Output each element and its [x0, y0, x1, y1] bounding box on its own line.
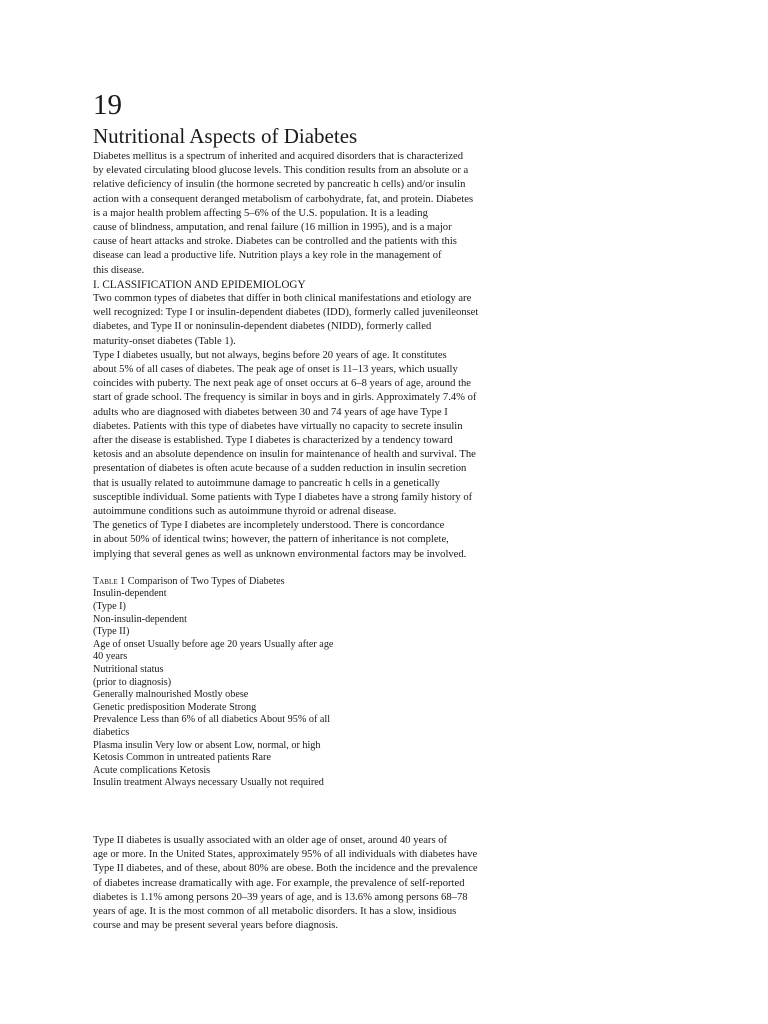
table-line: Ketosis Common in untreated patients Rare [93, 752, 271, 764]
table-caption-text: 1 Comparison of Two Types of Diabetes [117, 575, 285, 587]
text-line: of diabetes increase dramatically with age. For example, the prevalence of self-reported [93, 877, 465, 889]
table-line: Prevalence Less than 6% of all diabetics About 95% of all [93, 714, 331, 726]
type2-paragraph [93, 834, 593, 933]
text-line: well recognized: Type I or insulin-dependent diabetes (IDD), formerly called juvenileonset [93, 307, 479, 319]
text-line: after the disease is established. Type I diabetes is characterized by a tendency toward [93, 435, 453, 447]
text-line: maturity-onset diabetes (Table 1). [93, 335, 236, 347]
text-line: ketosis and an absolute dependence on insulin for maintenance of health and survival. The [93, 449, 476, 461]
table-label: Table [93, 575, 118, 587]
table-caption [93, 576, 593, 589]
text-line: this disease. [93, 264, 145, 276]
text-line: course and may be present several years before diagnosis. [93, 920, 339, 932]
table-line: Non-insulin-dependent [93, 613, 187, 625]
text-line: Type I diabetes usually, but not always, begins before 20 years of age. It constitutes [93, 349, 447, 361]
text-line: disease can lead a productive life. Nutrition plays a key role in the management of [93, 250, 442, 262]
text-line: by elevated circulating blood glucose levels. This condition results from an absolute or a [93, 165, 469, 177]
genetics-paragraph [93, 519, 593, 562]
text-line: relative deficiency of insulin (the hormone secreted by pancreatic h cells) and/or insulin [93, 179, 466, 191]
text-line: cause of blindness, amputation, and renal failure (16 million in 1995), and is a major [93, 222, 452, 234]
text-line: age or more. In the United States, approximately 95% of all individuals with diabetes have [93, 849, 478, 861]
text-line: implying that several genes as well as unknown environmental factors may be involved. [93, 548, 467, 560]
table-line: Generally malnourished Mostly obese [93, 689, 249, 701]
text-line: presentation of diabetes is often acute because of a sudden reduction in insulin secretion [93, 463, 467, 475]
table-line: Genetic predisposition Moderate Strong [93, 701, 257, 713]
text-line: Type II diabetes, and of these, about 80% are obese. Both the incidence and the prevalence [93, 863, 478, 875]
text-line: coincides with puberty. The next peak age of onset occurs at 6–8 years of age, around the [93, 378, 472, 390]
text-line: start of grade school. The frequency is similar in boys and in girls. Approximately 7.4% of [93, 392, 477, 404]
table-line: Age of onset Usually before age 20 years Usually after age [93, 638, 334, 650]
table-line: Acute complications Ketosis [93, 764, 211, 776]
text-line: years of age. It is the most common of all metabolic disorders. It has a slow, insidious [93, 906, 457, 917]
text-line: about 5% of all cases of diabetes. The peak age of onset is 11–13 years, which usually [93, 364, 458, 376]
table-line: Insulin-dependent [93, 588, 167, 600]
classification-paragraph [93, 292, 593, 349]
text-line: diabetes, and Type II or noninsulin-dependent diabetes (NIDD), formerly called [93, 321, 432, 333]
table-line: (Type II) [93, 626, 130, 638]
text-line: that is usually related to autoimmune damage to pancreatic h cells in a genetically [93, 477, 440, 489]
text-line: Type II diabetes is usually associated with an older age of onset, around 40 years of [93, 834, 448, 846]
document-page [93, 88, 593, 933]
table-line: (Type I) [93, 601, 126, 613]
chapter-number: 19 [93, 89, 122, 121]
table-line: Insulin treatment Always necessary Usually not required [93, 777, 324, 789]
chapter-title: Nutritional Aspects of Diabetes [93, 124, 358, 148]
text-line: Diabetes mellitus is a spectrum of inherited and acquired disorders that is characterized [93, 151, 464, 162]
text-line: diabetes. Patients with this type of diabetes have virtually no capacity to secrete insulin [93, 420, 463, 432]
text-line: is a major health problem affecting 5–6% of the U.S. population. It is a leading [93, 207, 428, 219]
text-line: cause of heart attacks and stroke. Diabetes can be controlled and the patients with this [93, 236, 457, 248]
table-line: Plasma insulin Very low or absent Low, normal, or high [93, 739, 321, 751]
table-line: 40 years [93, 651, 128, 663]
text-line: Two common types of diabetes that differ in both clinical manifestations and etiology are [93, 293, 472, 305]
intro-paragraph [93, 150, 593, 278]
type1-paragraph [93, 349, 593, 519]
comparison-table [93, 576, 593, 790]
text-line: in about 50% of identical twins; however, the pattern of inheritance is not complete, [93, 534, 449, 546]
section-heading: I. CLASSIFICATION AND EPIDEMIOLOGY [93, 278, 306, 291]
text-line: The genetics of Type I diabetes are incompletely understood. There is concordance [93, 520, 445, 532]
text-line: adults who are diagnosed with diabetes between 30 and 74 years of age have Type I [93, 406, 448, 418]
text-line: action with a consequent deranged metabolism of carbohydrate, fat, and protein. Diabetes [93, 193, 474, 205]
table-line: Nutritional status [93, 664, 164, 676]
table-line: diabetics [93, 727, 130, 739]
text-line: diabetes is 1.1% among persons 20–39 years of age, and is 13.6% among persons 68–78 [93, 891, 468, 903]
table-line: (prior to diagnosis) [93, 676, 172, 688]
text-line: autoimmune conditions such as autoimmune thyroid or adrenal disease. [93, 506, 397, 518]
text-line: susceptible individual. Some patients with Type I diabetes have a strong family history of [93, 491, 473, 503]
